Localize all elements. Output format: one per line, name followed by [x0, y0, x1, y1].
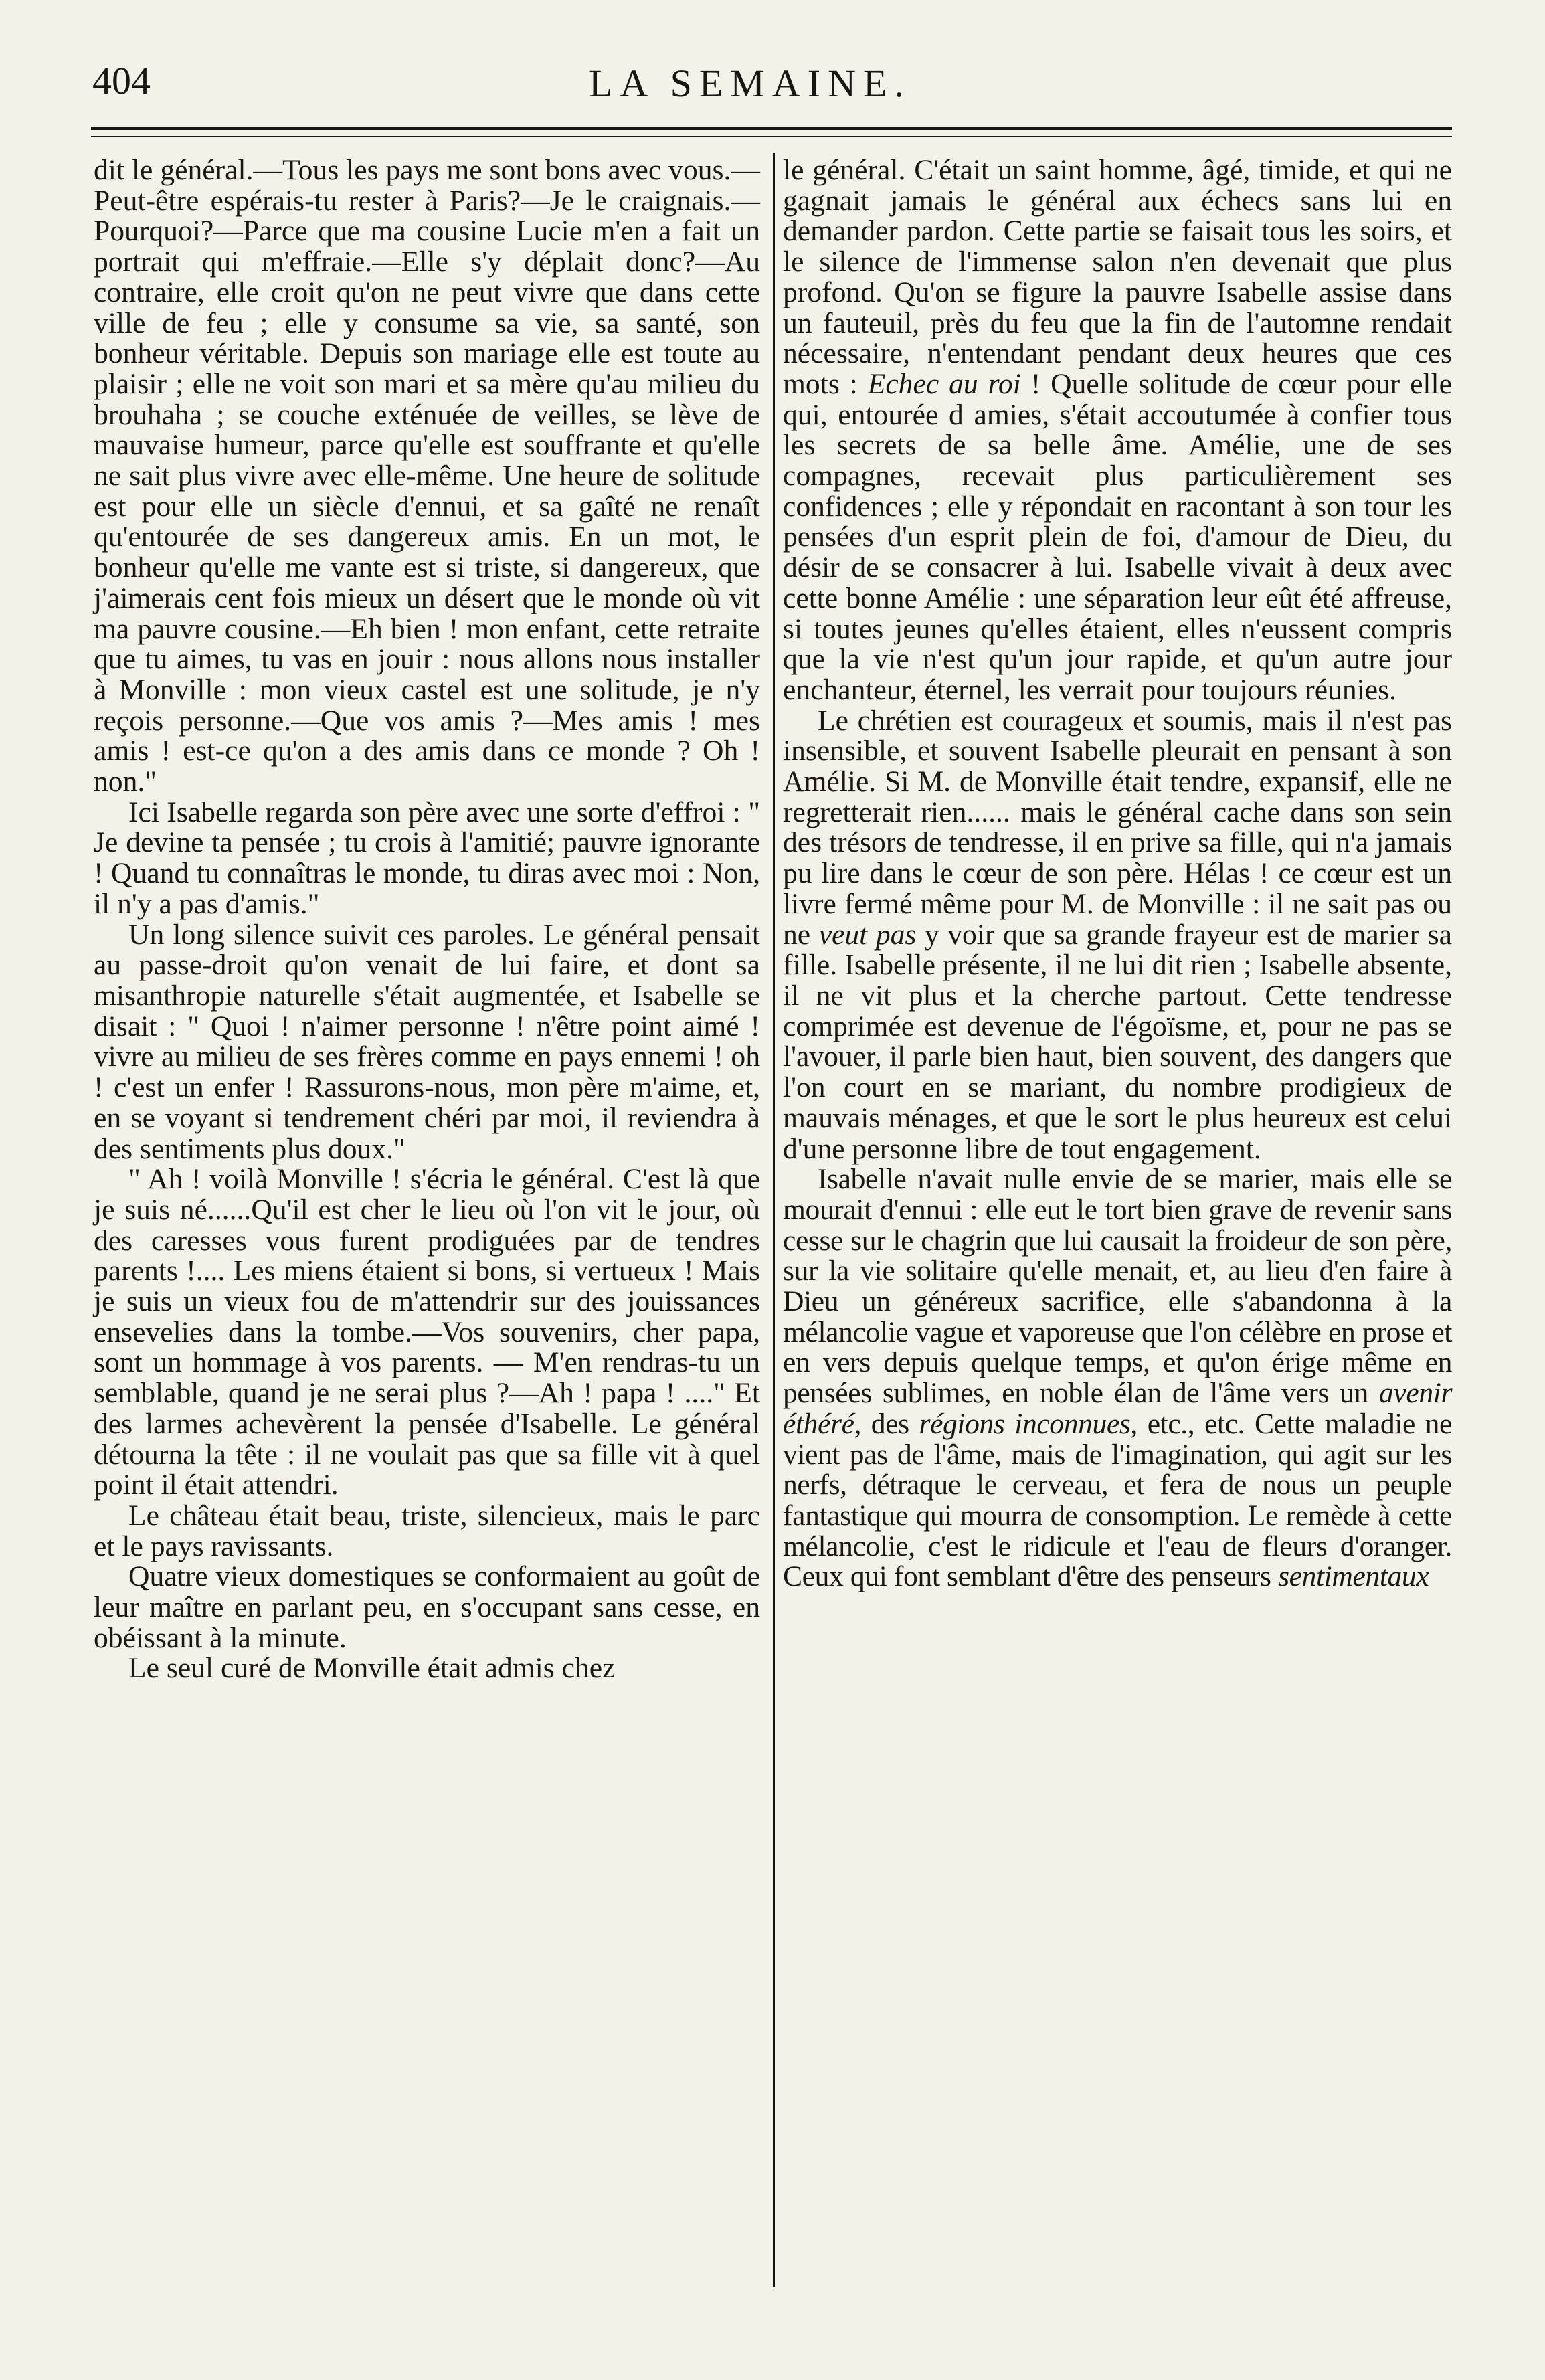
left-paragraph-6: Quatre vieux domestiques se conformaient au goût de leur maître en parlant peu, en s'occupant sans cesse, en obéissant à la minute.	[94, 1560, 760, 1654]
header-rule-thin	[91, 136, 1452, 137]
right-paragraph-2	[783, 706, 1452, 1165]
italic-run: régions inconnues	[919, 1407, 1131, 1440]
right-paragraph-3	[783, 1164, 1452, 1592]
italic-run: veut pas	[818, 918, 917, 951]
left-paragraph-1: dit le général.—Tous les pays me sont bons avec vous.—Peut-être espérais-tu rester à Paris?—Je le craignais.—Pourquoi?—Parce que ma cousine Lucie m'en a fait un portrait qui m'effraie.—Elle s'y déplait donc?—Au contraire, elle croit qu'on ne peut vivre que dans cette ville de feu ; elle y consume sa vie, sa santé, son bonheur véritable. Depuis son mariage elle est toute au plaisir ; elle ne voit son mari et sa mère qu'au milieu du brouhaha ; se couche exténuée de veilles, se lève de mauvaise humeur, parce qu'elle est souffrante et qu'elle ne sait plus vivre avec elle-même. Une heure de solitude est pour elle un siècle d'ennui, et sa gaîté ne renaît qu'entourée de ses dangereux amis. En un mot, le bonheur qu'elle me vante est si triste, si dangereux, que j'aimerais cent fois mieux un désert que le monde où vit ma pauvre cousine.—Eh bien ! mon enfant, cette retraite que tu aimes, tu vas en jouir : nous allons nous installer à Monville : mon vieux castel est une solitude, je n'y reçois personne.—Que vos amis ?—Mes amis ! mes amis ! est-ce qu'on a des amis dans ce monde ? Oh ! non."	[94, 154, 760, 798]
left-paragraph-5: Le château était beau, triste, silencieux, mais le parc et le pays ravissants.	[94, 1499, 760, 1562]
left-paragraph-7: Le seul curé de Monville était admis chez	[128, 1652, 616, 1685]
left-paragraph-4: " Ah ! voilà Monville ! s'écria le général. C'est là que je suis né......Qu'il est cher le lieu où l'on vit le jour, où des caresses vous furent prodiguées par de tendres parents !.... Les miens étaient si bons, si vertueux ! Mais je suis un vieux fou de m'attendrir sur des jouissances ensevelies dans la tombe.—Vos souvenirs, cher papa, sont un hommage à vos parents. — M'en rendras-tu un semblable, quand je ne serai plus ?—Ah ! papa ! ...." Et des larmes achevèrent la pensée d'Isabelle. Le général détourna la tête : il ne voulait pas que sa fille vit à quel point il était attendri.	[94, 1163, 760, 1501]
right-paragraph-1	[783, 155, 1452, 706]
running-head: LA SEMAINE.	[589, 62, 911, 105]
italic-run: Echec au roi	[867, 367, 1021, 400]
right-column	[783, 155, 1452, 1592]
left-paragraph-3: Un long silence suivit ces paroles. Le général pensait au passe-droit qu'on venait de lui faire, et dont sa misanthropie naturelle s'était augmentée, et Isabelle se disait : " Quoi ! n'aimer personne ! n'être point aimé ! vivre au milieu de ses frères comme en pays ennemi ! oh ! c'est un enfer ! Rassurons-nous, mon père m'aime, et, en se voyant si tendrement chéri par moi, il reviendra à des sentiments plus doux."	[94, 918, 760, 1165]
header-rule-thick	[91, 127, 1452, 130]
italic-run: avenir éthéré	[783, 1377, 1453, 1440]
text-run: ! Quelle solitude de cœur pour elle qui, entourée d amies, s'était accoutumée à confier tous les secrets de sa belle âme. Amélie, une de ses compagnes, recevait plus particulièrement ses confidences ; elle y répondait en racontant à son tour les pensées d'un esprit plein de foi, d'amour de Dieu, du désir de se consacrer à lui. Isabelle vivait à deux avec cette bonne Amélie : une séparation leur eût été affreuse, si toutes jeunes qu'elles étaient, elles n'eussent compris que la vie n'est qu'un jour rapide, et qu'un autre jour enchanteur, éternel, les verrait pour toujours réunies.	[783, 367, 1452, 706]
left-column	[94, 155, 760, 1684]
text-run: , etc., etc. Cette maladie ne vient pas de l'âme, mais de l'imagination, qui agit sur les nerfs, détraque le cerveau, et fera de nous un peuple fantastique qui mourra de consomption. Le remède à cette mélancolie, c'est le ridicule et l'eau de fleurs d'oranger. Ceux qui font semblant d'être des penseurs	[783, 1407, 1453, 1593]
italic-run: sentimentaux	[1278, 1560, 1429, 1593]
column-divider	[773, 153, 775, 2287]
text-run: le général. C'était un saint homme, âgé, timide, et qui ne gagnait jamais le général aux échecs sans lui en demander pardon. Cette partie se faisait tous les soirs, et le silence de l'immense salon n'en devenait que plus profond. Qu'on se figure la pauvre Isabelle assise dans un fauteuil, près du feu que la fin de l'automne rendait nécessaire, n'entendant pendant deux heures que ces mots :	[783, 154, 1452, 400]
text-run: Isabelle n'avait nulle envie de se marier, mais elle se mourait d'ennui : elle eut le tort bien grave de revenir sans cesse sur le chagrin que lui causait la froideur de son père, sur la vie solitaire qu'elle menait, et, au lieu d'en faire à Dieu un généreux sacrifice, elle s'abandonna à la mélancolie vague et vaporeuse que l'on célèbre en prose et en vers depuis quelque temps, et qu'on érige même en pensées sublimes, en noble élan de l'âme vers un	[783, 1163, 1452, 1410]
text-run: Le chrétien est courageux et soumis, mais il n'est pas insensible, et souvent Isabelle pleurait en pensant à son Amélie. Si M. de Monville était tendre, expansif, elle ne regretterait rien...... mais le général cache dans son sein des trésors de tendresse, il en prive sa fille, qui n'a jamais pu lire dans le cœur de son père. Hélas ! ce cœur est un livre fermé même pour M. de Monville : il ne sait pas ou ne	[783, 704, 1452, 951]
text-run: y voir que sa grande frayeur est de marier sa fille. Isabelle présente, il ne lui dit rien ; Isabelle absente, il ne vit plus et la cherche partout. Cette tendresse comprimée est devenue de l'égoïsme, et, pour ne pas se l'avouer, il parle bien haut, bien souvent, des dangers que l'on court en se mariant, du nombre prodigieux de mauvais ménages, et que le sort le plus heureux est celui d'une personne libre de tout engagement.	[783, 918, 1452, 1165]
page-number: 404	[92, 59, 151, 102]
left-paragraph-2: Ici Isabelle regarda son père avec une sorte d'effroi : " Je devine ta pensée ; tu crois à l'amitié; pauvre ignorante ! Quand tu connaîtras le monde, tu diras avec moi : Non, il n'y a pas d'amis."	[94, 796, 760, 920]
text-run: , des	[854, 1407, 909, 1440]
